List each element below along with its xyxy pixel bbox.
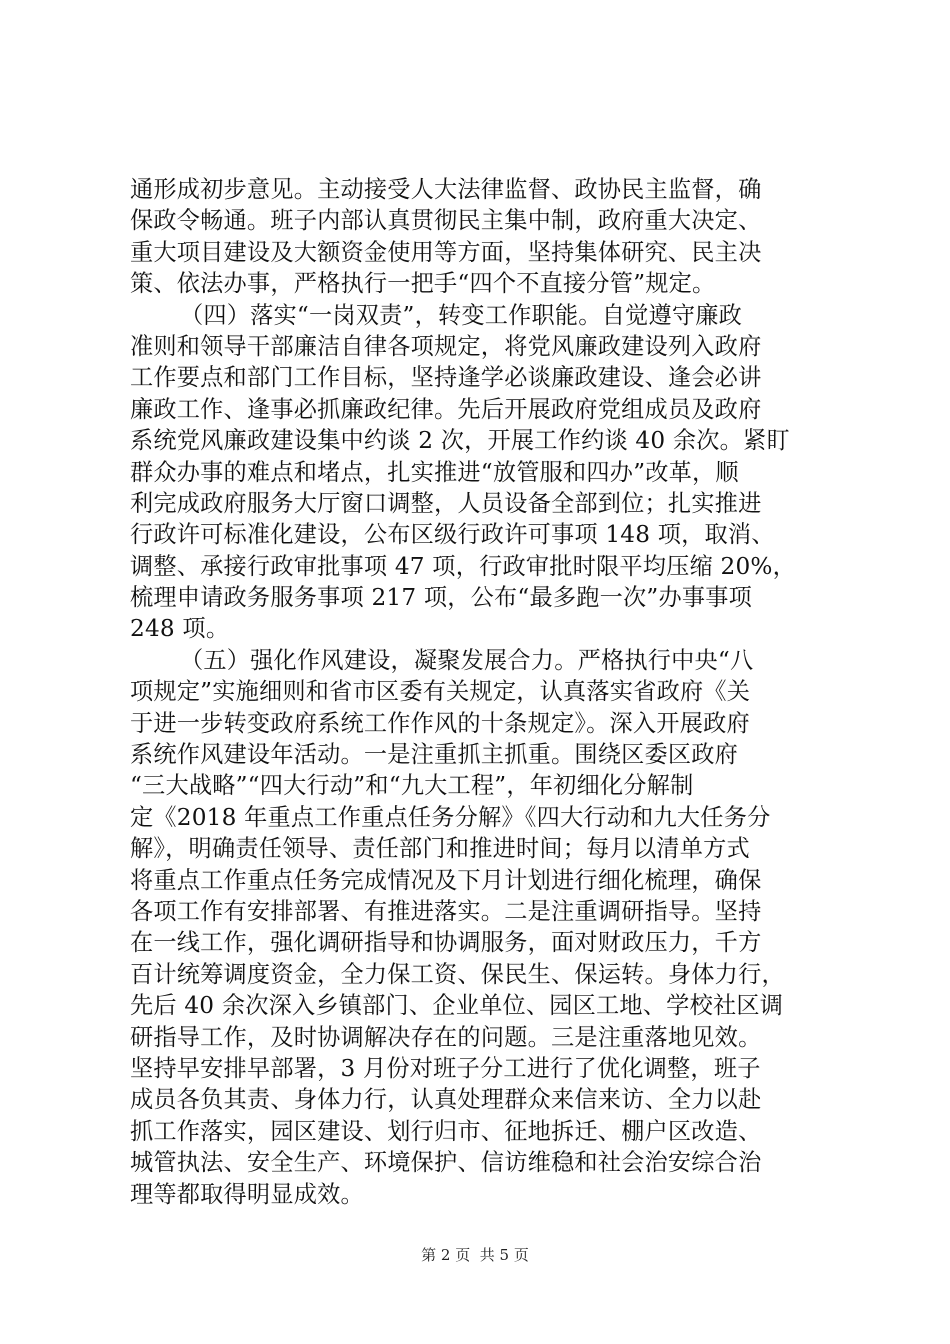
text-line: 准则和领导干部廉洁自律各项规定，将党风廉政建设列入政府 <box>130 332 762 360</box>
text-line: 各项工作有安排部署、有推进落实。二是注重调研指导。坚持 <box>130 897 762 925</box>
text-line: 理等都取得明显成效。 <box>130 1180 364 1208</box>
text-line: 先后 40 余次深入乡镇部门、企业单位、园区工地、学校社区调 <box>130 992 784 1020</box>
text-line: 利完成政府服务大厅窗口调整，人员设备全部到位；扎实推进 <box>130 489 762 517</box>
text-line: 研指导工作，及时协调解决存在的问题。三是注重落地见效。 <box>130 1023 762 1051</box>
text-line: 坚持早安排早部署，3 月份对班子分工进行了优化调整，班子 <box>130 1054 761 1082</box>
paragraph-start-five: （五）强化作风建设，凝聚发展合力。严格执行中央“八 <box>180 646 754 674</box>
text-line: 定《2018 年重点工作重点任务分解》《四大行动和九大任务分 <box>130 803 771 831</box>
text-line: 将重点工作重点任务完成情况及下月计划进行细化梳理，确保 <box>130 866 762 894</box>
text-line: 行政许可标准化建设，公布区级行政许可事项 148 项，取消、 <box>130 521 775 549</box>
text-line: 调整、承接行政审批事项 47 项，行政审批时限平均压缩 20%， <box>130 552 797 580</box>
document-body <box>130 174 830 1210</box>
text-line: 城管执法、安全生产、环境保护、信访维稳和社会治安综合治 <box>130 1149 762 1177</box>
text-line: 系统作风建设年活动。一是注重抓主抓重。围绕区委区政府 <box>130 741 739 769</box>
page-number-footer: 第 2 页 共 5 页 <box>421 1246 529 1264</box>
text-line: 248 项。 <box>130 615 230 643</box>
text-line: 抓工作落实，园区建设、划行归市、征地拆迁、棚户区改造、 <box>130 1117 762 1145</box>
text-line: “三大战略”“四大行动”和“九大工程”，年初细化分解制 <box>130 772 694 800</box>
text-line: 在一线工作，强化调研指导和协调服务，面对财政压力，千方 <box>130 929 762 957</box>
text-line: 策、依法办事，严格执行一把手“四个不直接分管”规定。 <box>130 270 716 298</box>
text-line: 重大项目建设及大额资金使用等方面，坚持集体研究、民主决 <box>130 238 762 266</box>
text-line: 系统党风廉政建设集中约谈 2 次，开展工作约谈 40 余次。紧盯 <box>130 427 790 455</box>
text-line: 百计统筹调度资金，全力保工资、保民生、保运转。身体力行， <box>130 960 785 988</box>
text-line: 通形成初步意见。主动接受人大法律监督、政协民主监督，确 <box>130 176 762 203</box>
text-line: 项规定”实施细则和省市区委有关规定，认真落实省政府《关 <box>130 678 751 706</box>
text-line: 于进一步转变政府系统工作作风的十条规定》。深入开展政府 <box>130 709 750 737</box>
text-line: 梳理申请政务服务事项 217 项，公布“最多跑一次”办事事项 <box>130 584 753 612</box>
text-line: 成员各负其责、身体力行，认真处理群众来信来访、全力以赴 <box>130 1086 762 1114</box>
text-line: 廉政工作、逢事必抓廉政纪律。先后开展政府党组成员及政府 <box>130 395 762 423</box>
text-line: 群众办事的难点和堵点，扎实推进“放管服和四办”改革，顺 <box>130 458 739 486</box>
text-line: 工作要点和部门工作目标，坚持逢学必谈廉政建设、逢会必讲 <box>130 364 762 392</box>
paragraph-start-four: （四）落实“一岗双责”，转变工作职能。自觉遵守廉政 <box>180 301 743 329</box>
text-line: 解》，明确责任领导、责任部门和推进时间；每月以清单方式 <box>130 835 750 863</box>
text-line: 保政令畅通。班子内部认真贯彻民主集中制，政府重大决定、 <box>130 207 762 235</box>
